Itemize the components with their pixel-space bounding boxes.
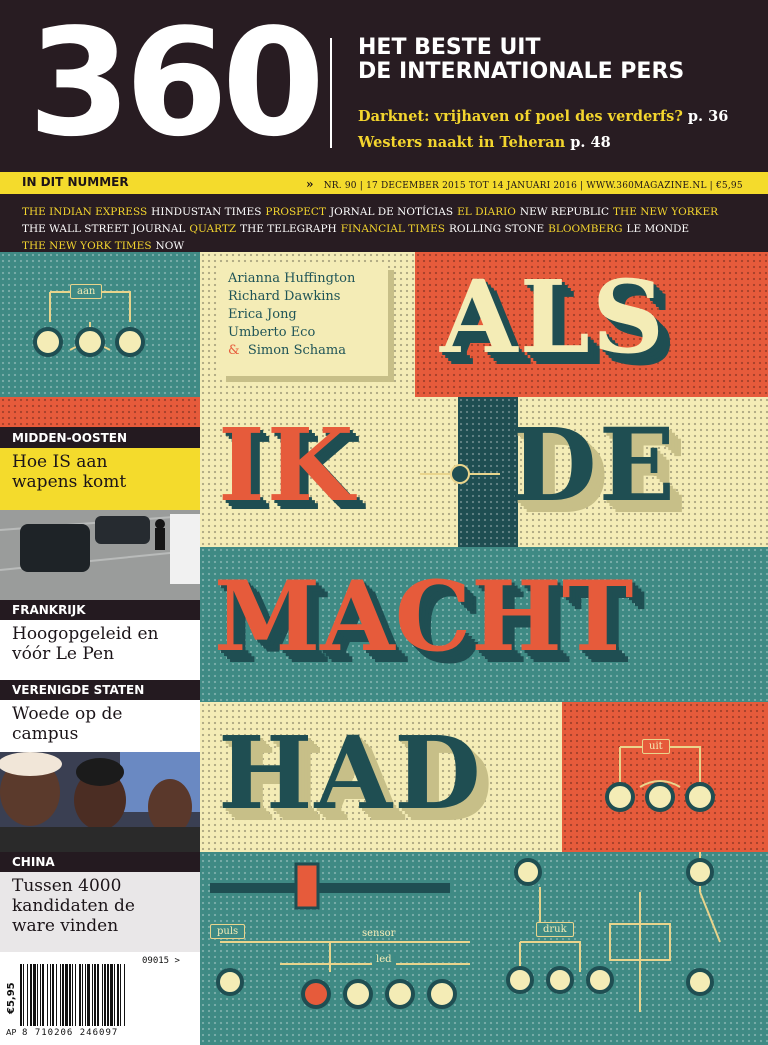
barcode-block: [0, 952, 200, 1045]
source-name[interactable]: THE WALL STREET JOURNAL: [22, 223, 186, 235]
teaser-page: p. 48: [570, 134, 611, 151]
teaser-page: p. 36: [687, 108, 729, 125]
source-name[interactable]: THE INDIAN EXPRESS: [22, 206, 148, 218]
source-name[interactable]: PROSPECT: [265, 206, 326, 218]
author-name: Erica Jong: [228, 307, 297, 322]
issue-meta-text: NR. 90 | 17 DECEMBER 2015 TOT 14 JANUARI 2016 | WWW.360MAGAZINE.NL | €5,95: [323, 181, 743, 191]
story-title-line: Hoogopgeleid en: [12, 624, 159, 644]
author-name: Simon Schama: [247, 343, 346, 358]
barcode-icon: [20, 964, 200, 1026]
source-name[interactable]: JORNAL DE NOTÍCIAS: [329, 206, 454, 218]
story-column: [0, 252, 200, 1045]
source-name[interactable]: EL DIARIO: [457, 206, 516, 218]
source-name[interactable]: THE NEW YORKER: [613, 206, 719, 218]
story-le-pen[interactable]: [0, 620, 200, 680]
barcode-number: 8 710206 246097: [22, 1028, 119, 1038]
section-label: CHINA: [0, 852, 200, 872]
source-list: [0, 194, 768, 252]
story-campus[interactable]: [0, 700, 200, 752]
headline-word-macht: MACHT: [214, 560, 634, 673]
teaser-teheran[interactable]: [358, 134, 611, 151]
circuit-label-puls: puls: [210, 924, 245, 939]
story-title-line: Hoe IS aan: [12, 452, 108, 472]
photo-campus-protest[interactable]: [0, 752, 200, 852]
circuit-label-led: led: [372, 954, 396, 965]
tagline: [358, 36, 684, 84]
source-name[interactable]: NEW REPUBLIC: [519, 206, 610, 218]
slider-knob: [296, 864, 318, 908]
story-title-line: wapens komt: [12, 472, 127, 492]
section-label: VERENIGDE STATEN: [0, 680, 200, 700]
circuit-label-aan: aan: [70, 284, 102, 299]
headline-word-had: HAD: [218, 714, 483, 832]
story-title-line: kandidaten de: [12, 896, 135, 916]
source-name[interactable]: LE MONDE: [626, 223, 690, 235]
ap-label: AP: [6, 1028, 17, 1037]
issue-meta: [306, 177, 743, 191]
cover-illustration: [0, 252, 768, 1045]
section-label: MIDDEN-OOSTEN: [0, 428, 200, 448]
circuit-label-sensor: sensor: [362, 928, 396, 939]
circuit-label-druk: druk: [536, 922, 574, 937]
source-name[interactable]: HINDUSTAN TIMES: [151, 206, 262, 218]
author-name: Umberto Eco: [228, 325, 316, 340]
teaser-darknet[interactable]: [358, 108, 728, 125]
source-name[interactable]: QUARTZ: [189, 223, 237, 235]
headline-word-de: DE: [510, 406, 677, 524]
story-title-line: vóór Le Pen: [12, 644, 115, 664]
tagline-line-2: DE INTERNATIONALE PERS: [358, 59, 685, 84]
section-label: FRANKRIJK: [0, 600, 200, 620]
masthead: [0, 0, 768, 172]
teaser-text: Darknet: vrijhaven of poel des verderfs?: [358, 108, 683, 125]
issue-info-bar: [0, 172, 768, 194]
in-this-issue-label: IN DIT NUMMER: [22, 175, 129, 189]
magazine-logo[interactable]: 360: [28, 0, 319, 169]
source-name[interactable]: THE TELEGRAPH: [240, 223, 337, 235]
story-title-line: campus: [12, 724, 79, 744]
author-name: Arianna Huffington: [228, 271, 356, 286]
story-title-line: Tussen 4000: [12, 876, 122, 896]
double-chevron-icon: »: [306, 177, 314, 191]
ampersand: &: [228, 343, 240, 358]
headline-word-als: ALS: [440, 258, 667, 376]
tagline-line-1: HET BESTE UIT: [358, 35, 541, 60]
teaser-text: Westers naakt in Teheran: [358, 134, 566, 151]
photo-paris-street[interactable]: [0, 510, 200, 600]
circuit-label-uit: uit: [642, 739, 670, 754]
story-title-line: ware vinden: [12, 916, 119, 936]
story-title-line: Woede op de: [12, 704, 123, 724]
source-name[interactable]: FINANCIAL TIMES: [340, 223, 445, 235]
author-name: Richard Dawkins: [228, 289, 341, 304]
headline-word-ik: IK: [218, 406, 356, 524]
masthead-divider: [330, 38, 332, 148]
story-is-weapons[interactable]: [0, 448, 200, 510]
source-name[interactable]: NOW: [155, 240, 185, 252]
source-name[interactable]: BLOOMBERG: [548, 223, 623, 235]
barcode-addon-number: 09015 >: [142, 956, 180, 966]
source-name[interactable]: THE NEW YORK TIMES: [22, 240, 152, 252]
cover-price: €5,95: [6, 982, 17, 1014]
story-china[interactable]: [0, 872, 200, 952]
source-name[interactable]: ROLLING STONE: [448, 223, 545, 235]
